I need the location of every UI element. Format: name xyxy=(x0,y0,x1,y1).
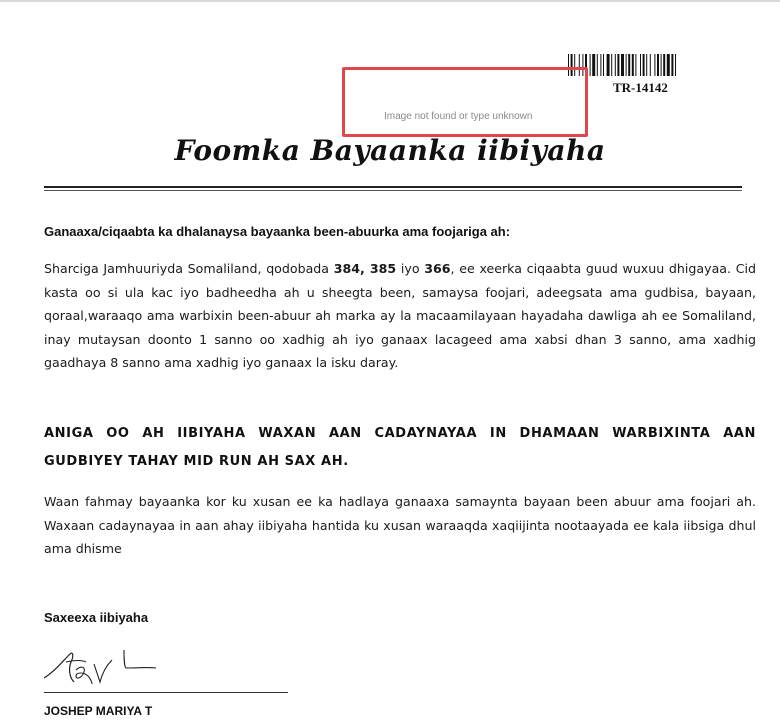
law-paragraph xyxy=(44,257,756,375)
signature-label: Saxeexa iibiyaha xyxy=(44,610,149,625)
handwritten-signature xyxy=(40,638,170,690)
broken-image-placeholder xyxy=(384,111,532,122)
article-separator-1: , xyxy=(360,261,370,276)
acknowledgement-paragraph: Waan fahmay bayaanka kor ku xusan ee ka hadlaya ganaaxa samaynta bayaan been abuur ama foojari ah. Waxaan cadaynayaa in aan ahay iibiyaha hantida ku xusan waraaqda xaqiijinta nootaayada ee kala iibsiga dhul ama dhisme xyxy=(44,494,756,557)
article-number-1: 384 xyxy=(333,261,361,276)
article-number-2: 385 xyxy=(369,261,397,276)
section-heading: Ganaaxa/ciqaabta ka dhalanaysa bayaanka been-abuurka ama foojariga ah: xyxy=(44,224,511,239)
image-highlight-frame xyxy=(342,67,588,137)
article-number-3: 366 xyxy=(424,261,451,276)
signer-name: JOSHEP MARIYA T xyxy=(44,704,153,718)
article-separator-2: iyo xyxy=(396,261,425,276)
reference-code: TR-14142 xyxy=(613,80,668,95)
page-top-border xyxy=(0,0,780,2)
broken-image-text: Image not found or type unknown xyxy=(384,111,533,122)
law-paragraph-prefix: Sharciga Jamhuuriyda Somaliland, qodobada xyxy=(44,261,334,276)
document-title: Foomka Bayaanka iibiyaha xyxy=(174,134,606,167)
law-paragraph-suffix: , ee xeerka ciqaabta guud wuxuu dhigayaa. Cid kasta oo si ula kac iyo badheedha ah u sheegta been, samaysa foojari, adeegsata ama gudbisa, bayaan, qoraal,waraaqo ama warbixin been-abuur ah marka ay la macaamilayaan hayadaha dawliga ah ee Somaliland, inay mutaysan doonto 1 sanno oo xadhig ah iyo ganaax lacageed ama xabsi dhan 3 sanno, ama xadhig gaadhaya 8 sanno ama xadhig iyo ganaax la isku daray. xyxy=(44,261,756,371)
title-divider-thick xyxy=(44,186,742,188)
signature-line xyxy=(44,692,288,693)
barcode-icon xyxy=(564,52,732,78)
seller-declaration: ANIGA OO AH IIBIYAHA WAXAN AAN CADAYNAYAA IN DHAMAAN WARBIXINTA AAN GUDBIYEY TAHAY MID RUN AH SAX AH. xyxy=(44,426,756,469)
title-divider-thin xyxy=(44,190,742,191)
